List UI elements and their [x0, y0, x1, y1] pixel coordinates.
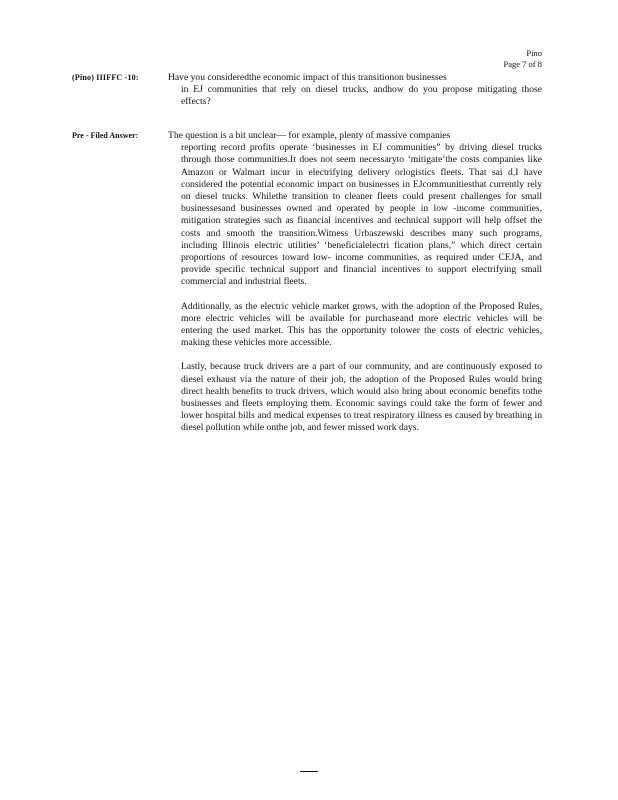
answer-body — [168, 130, 542, 447]
answer-paragraph-1-rest: reporting record profits operate ‘businesses in EJ communities” by driving diesel trucks through those communities.It does not seem necessaryto ‘mitigate’the costs companies like Amazon or Walmart incur in electrifying delivery orlogistics fleets. That sai d,I have considered the potential economic impact on businesses in EJcommunitiesthat currently rely on diesel trucks. Whilethe transition to cleaner fleets could present challenges for small businessesand businesses owned and operated by people in low -income communities, mitigation strategies such as financial incentives and technical support will help offset the costs and smooth the transition.Witness Urbaszewski describes many such programs, including Illinois electric utilities’ ‘beneficialelectri fication plans,” which direct certain proportions of resources toward low- income communities, as required under CEJA, and provide specific technical support and financial incentives to support electrifying small commercial and industrial fleets. — [181, 142, 542, 288]
answer-paragraph-2: Additionally, as the electric vehicle market grows, with the adoption of the Proposed Rules, more electric vehicles will be available for purchaseand more electric vehicles will be entering the used market. This has the opportunity tolower the costs of electric vehicles, making these vehicles more accessible. — [181, 300, 542, 349]
answer-label: Pre - Filed Answer: — [72, 131, 139, 140]
question-text-first-line: Have you consideredthe economic impact of this transitionon businesses — [168, 72, 447, 83]
header-name: Pino — [526, 48, 542, 58]
answer-paragraph-1 — [168, 130, 542, 289]
question-text-rest: in EJ communities that rely on diesel trucks, andhow do you propose mitigating those effects? — [181, 84, 542, 108]
question-text — [168, 72, 542, 109]
page-number: Page 7 of 8 — [503, 59, 542, 69]
footer-rule — [300, 771, 318, 772]
answer-paragraph-1-first-line: The question is a bit unclear— for example, plenty of massive companies — [168, 130, 451, 141]
question-label: (Pino) IIIFFC -10: — [72, 73, 139, 82]
answer-paragraph-3: Lastly, because truck drivers are a part of our community, and are continuously exposed to diesel exhaust via the nature of their job, the adoption of the Proposed Rules would bring direct health benefits to truck drivers, which would also bring about economic benefits tothe businesses and fleets employing them. Economic savings could take the form of fewer and lower hospital bills and medical expenses to treat respiratory illness es caused by breathing in diesel pollution while onthe job, and fewer missed work days. — [181, 361, 542, 434]
